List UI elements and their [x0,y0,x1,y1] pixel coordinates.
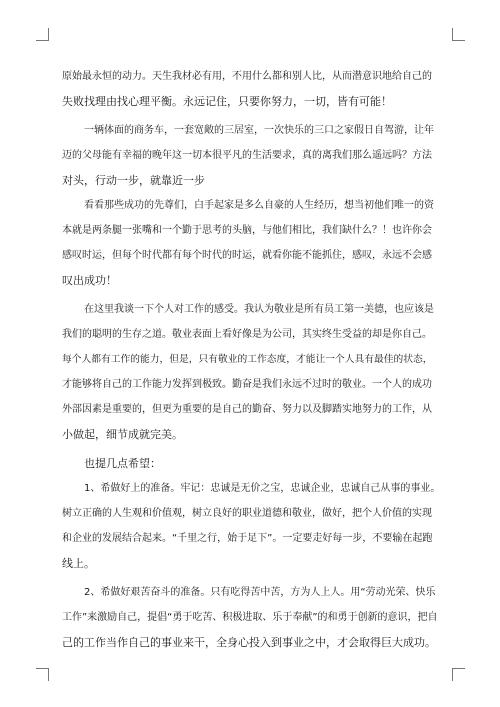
text-line: 也提几点希望： [84,457,161,470]
text-line: 树立正确的人生观和价值观，树立良好的职业道德和敬业，做好，把个人价值的实现 [62,508,432,519]
text-line: 我们的聪明的生存之道。敬业表面上看好像是为公司，其实终生受益的却是你自己。 [62,329,432,340]
text-line: 外部因素是重要的，但更为重要的是自己的勤奋、努力以及脚踏实地努力的工作，从 [62,404,432,415]
crop-mark-top-left [36,28,49,41]
text-line: 一辆体面的商务车，一套宽敞的三居室，一次快乐的三口之家假日自驾游，让年 [84,125,434,136]
text-line: 叹出成功！ [62,274,117,287]
crop-mark-bottom-left [36,668,49,681]
text-line: 在这里我谈一下个人对工作的感受。我认为敬业是所有员工第一美德，也应该是 [84,304,434,315]
text-line: 和企业的发展结合起来。“千里之行，始于足下”。一定要走好每一步，不要输在起跑 [62,533,433,544]
text-line: 2、希做好艰苦奋斗的准备。只有吃得苦中苦，方为人上人。用“劳动光荣、快乐 [84,587,436,598]
text-line: 才能够将自己的工作能力发挥到极致。勤奋是我们永远不过时的敬业。一个人的成功 [62,379,432,390]
text-line: 失败找理由找心理平衡。永远记住，只要你努力，一切，皆有可能！ [62,95,392,108]
crop-mark-top-right [452,28,465,41]
text-line: 对头，行动一步，就靠近一步 [62,174,205,187]
text-line: 看看那些成功的先尊们，白手起家是多么自豪的人生经历，想当初他们唯一的资 [84,200,434,211]
crop-mark-bottom-right [452,668,465,681]
text-line: 原始最永恒的动力。天生我材必有用，不用什么都和别人比，从而潜意识地给自己的 [62,71,432,82]
text-line: 线上。 [62,557,95,570]
text-line: 1、希做好上的准备。牢记：忠诚是无价之宝，忠诚企业，忠诚自己从事的事业。 [84,483,441,494]
text-line: 工作”来激励自己，提倡“勇于吃苦、积极进取、乐于奉献”的和勇于创新的意识，把自 [62,612,438,623]
text-line: 己的工作当作自己的事业来干，全身心投入到事业之中，才会取得巨大成功。 [62,636,436,649]
text-line: 感叹时运，但每个时代都有每个时代的时运，就看你能不能抓住，感叹，永远不会感 [62,250,432,261]
text-line: 每个人都有工作的能力，但是，只有敬业的工作态度，才能让一个人具有最佳的状态， [62,354,433,365]
text-line: 本就是两条腿一张嘴和一个勤于思考的头脑，与他们相比，我们缺什么？！也许你会 [62,225,432,236]
document-body [62,64,440,655]
text-line: 迈的父母能有幸福的晚年这一切本很平凡的生活要求，真的离我们那么遥远吗？方法 [62,150,432,161]
text-line: 小做起，细节成就完美。 [62,428,183,441]
